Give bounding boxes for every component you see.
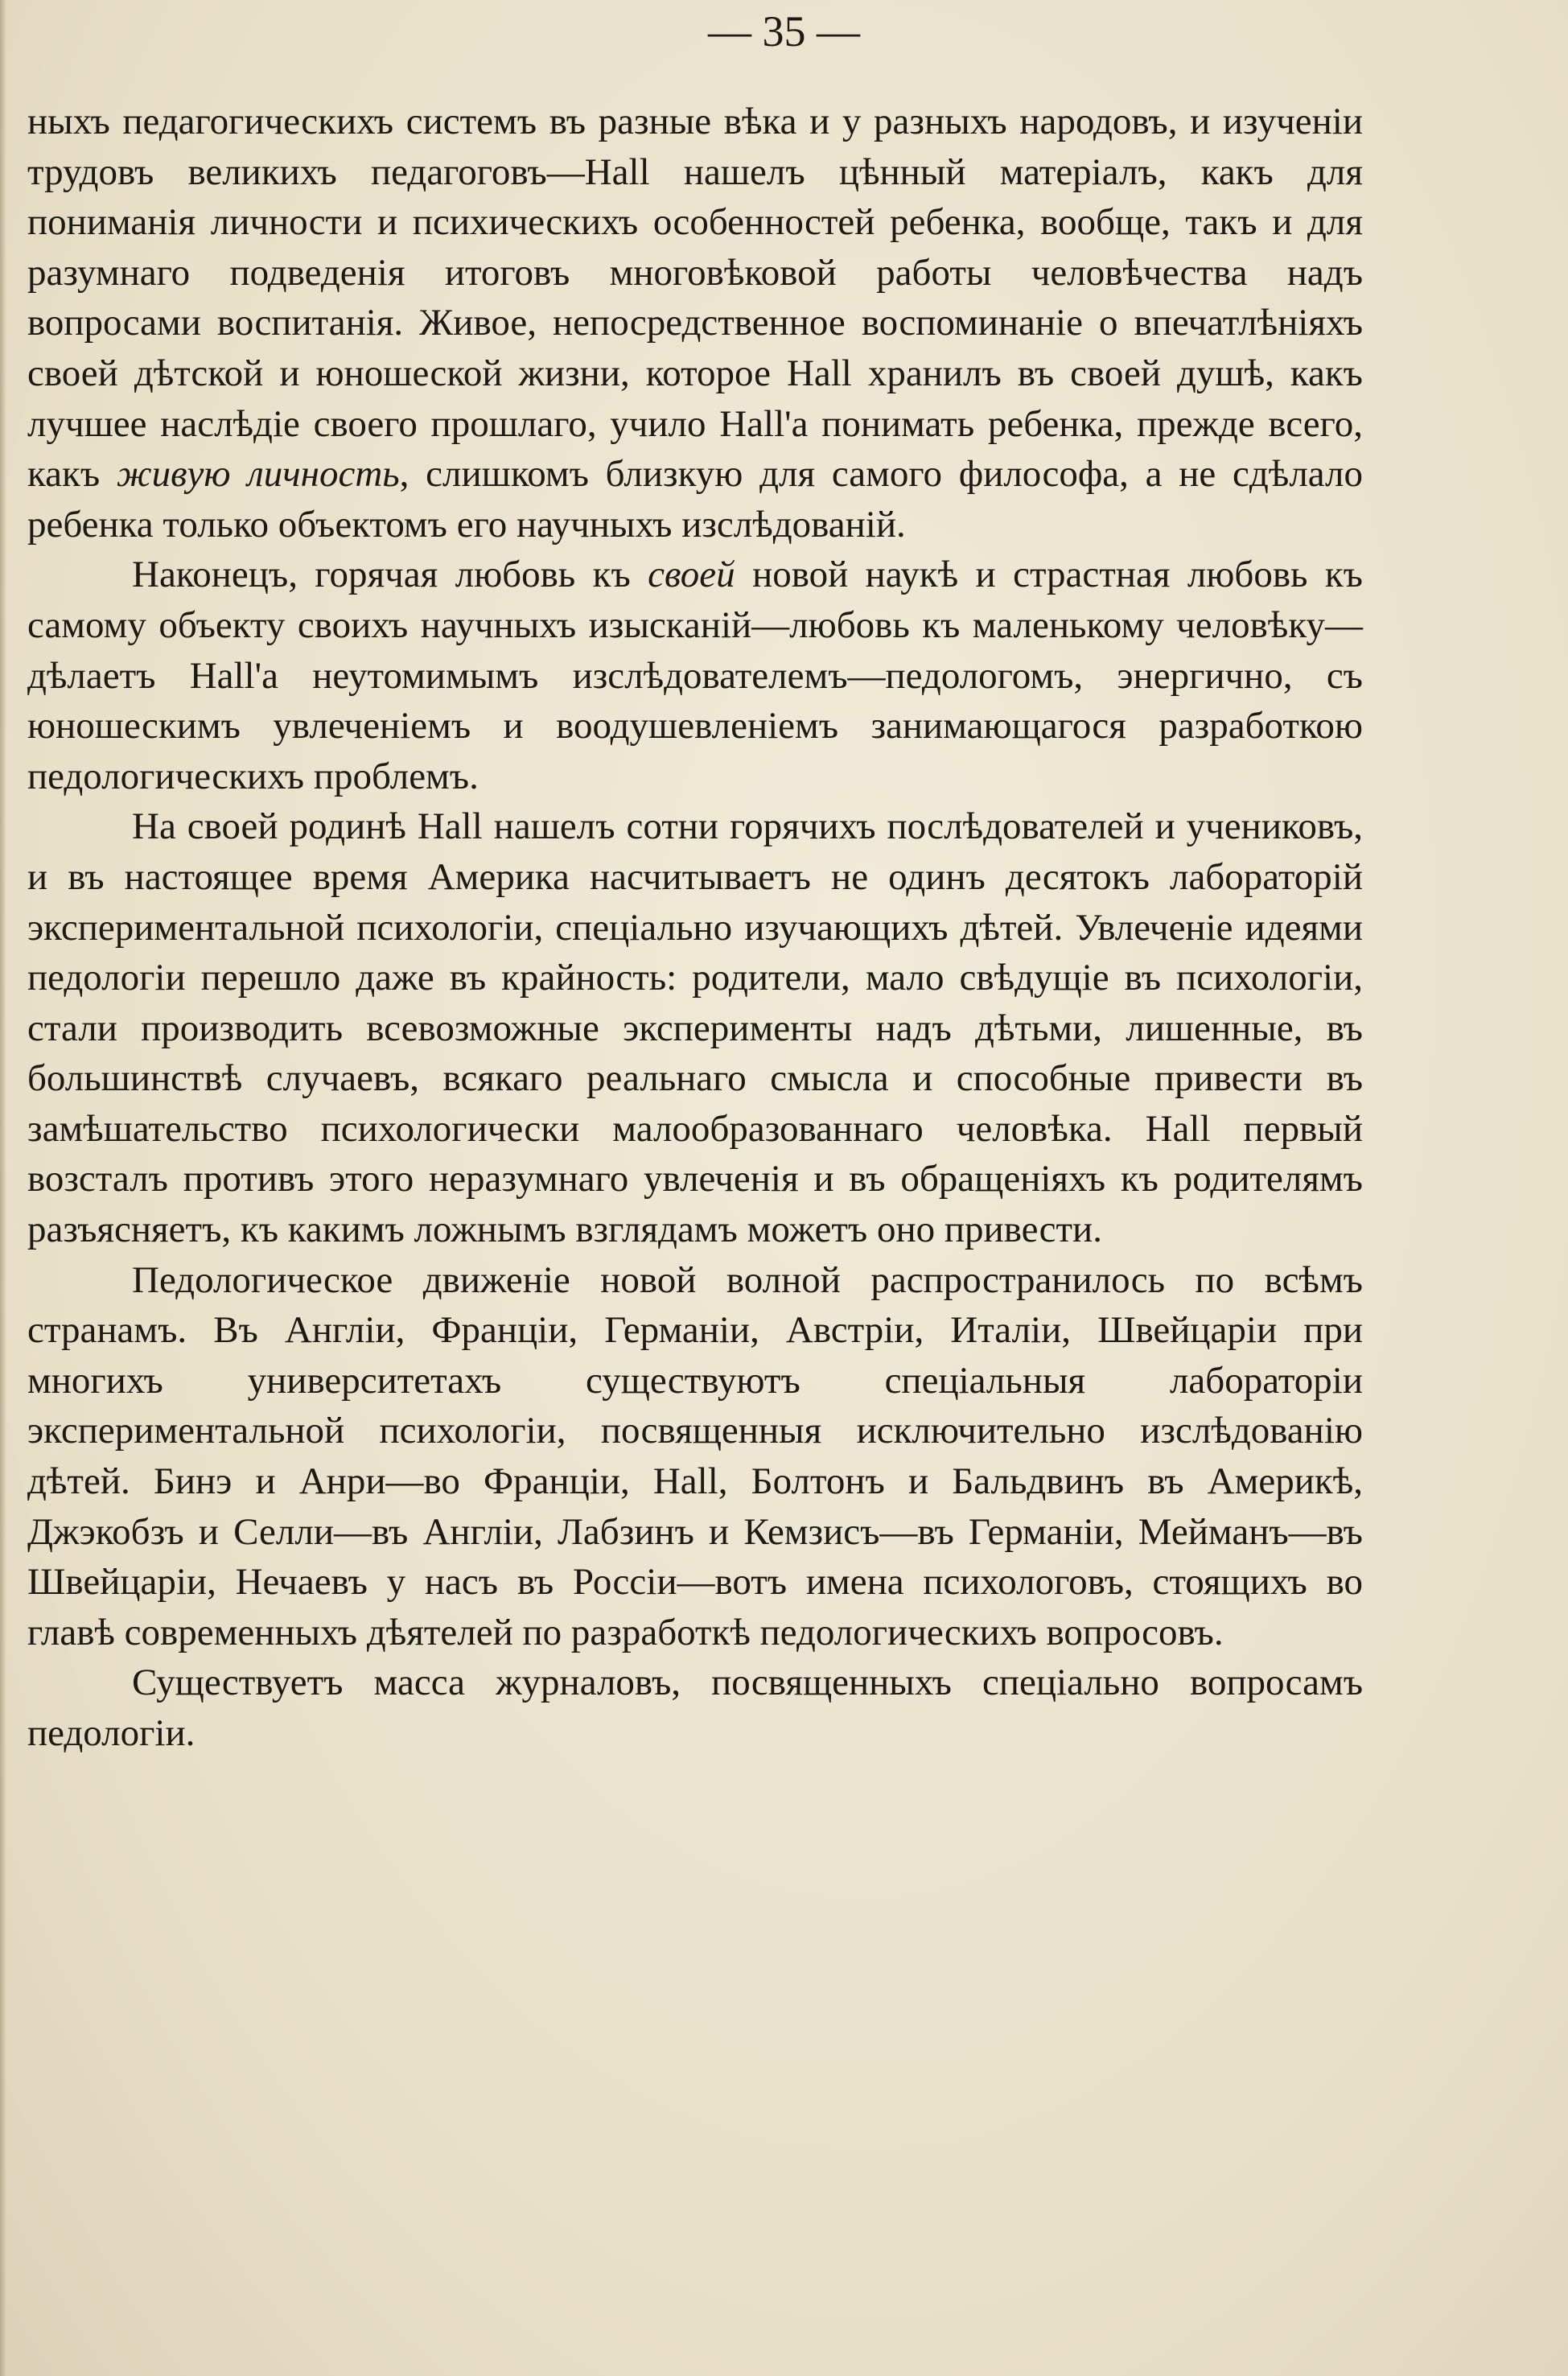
page-edge-shadow (0, 0, 6, 2376)
text-run: Существуетъ масса журналовъ, посвященныхъ спеціально вопросамъ педологіи. (27, 1662, 1363, 1754)
paragraph-2 (27, 550, 1363, 801)
text-run: Педологическое движеніе новой волной распространилось по всѣмъ странамъ. Въ Англіи, Франціи, Германіи, Австріи, Италіи, Швейцаріи при многихъ университетахъ существуютъ спеціальныя лабораторіи экспериментальной психологіи, посвященныя исключительно изслѣдованію дѣтей. Бинэ и Анри—во Франціи, Hall, Болтонъ и Бальдвинъ въ Америкѣ, Джэкобзъ и Селли—въ Англіи, Лабзинъ и Кемзисъ—въ Германіи, Мейманъ—въ Швейцаріи, Нечаевъ у насъ въ Россіи—вотъ имена психологовъ, стоящихъ во главѣ современныхъ дѣятелей по разработкѣ педологическихъ вопросовъ. (27, 1258, 1363, 1653)
body-text (27, 97, 1363, 1759)
text-run: На своей родинѣ Hall нашелъ сотни горячихъ послѣдователей и учениковъ, и въ настоящее время Америка насчитываетъ не одинъ десятокъ лабораторій экспериментальной психологіи, спеціально изучающихъ дѣтей. Увлеченіе идеями педологіи перешло даже въ крайность: родители, мало свѣдущіе въ психологіи, стали производить всевозможные эксперименты надъ дѣтьми, лишенные, въ большинствѣ случаевъ, всякаго реальнаго смысла и способные привести въ замѣшательство психологически малообразованнаго человѣка. Hall первый возсталъ противъ этого неразумнаго увлеченія и въ обращеніяхъ къ родителямъ разъясняетъ, къ какимъ ложнымъ взглядамъ можетъ оно привести. (27, 805, 1363, 1251)
text-run: , слишкомъ близкую для самого философа, а не сдѣлало ребенка только объектомъ его научныхъ изслѣдованій. (27, 453, 1363, 546)
text-run: ныхъ педагогическихъ системъ въ разные вѣка и у разныхъ народовъ, и изученіи трудовъ великихъ педагоговъ—Hall нашелъ цѣнный матеріалъ, какъ для пониманія личности и психическихъ особенностей ребенка, вообще, такъ и для разумнаго подведенія итоговъ многовѣковой работы человѣчества надъ вопросами воспитанія. Живое, непосредственное воспоминаніе о впечатлѣніяхъ своей дѣтской и юношеской жизни, которое Hall хранилъ въ своей душѣ, какъ лучшее наслѣдіе своего прошлаго, учило Hall'а понимать ребенка, прежде всего, какъ (27, 101, 1363, 496)
page-number: — 35 — (708, 7, 860, 56)
paragraph-4 (27, 1255, 1363, 1658)
paragraph-3 (27, 801, 1363, 1254)
text-run: Наконецъ, горячая любовь къ (132, 554, 648, 596)
paragraph-1 (27, 97, 1363, 550)
text-run: новой наукѣ и страстная любовь къ самому объекту своихъ научныхъ изысканій—любовь къ маленькому человѣку—дѣлаетъ Hall'а неутомимымъ изслѣдователемъ—педологомъ, энергично, съ юношескимъ увлеченіемъ и воодушевленіемъ занимающагося разработкою педологическихъ проблемъ. (27, 554, 1363, 797)
italic-text-run: живую личность (116, 453, 400, 496)
paragraph-5 (27, 1657, 1363, 1758)
italic-text-run: своей (648, 554, 735, 596)
